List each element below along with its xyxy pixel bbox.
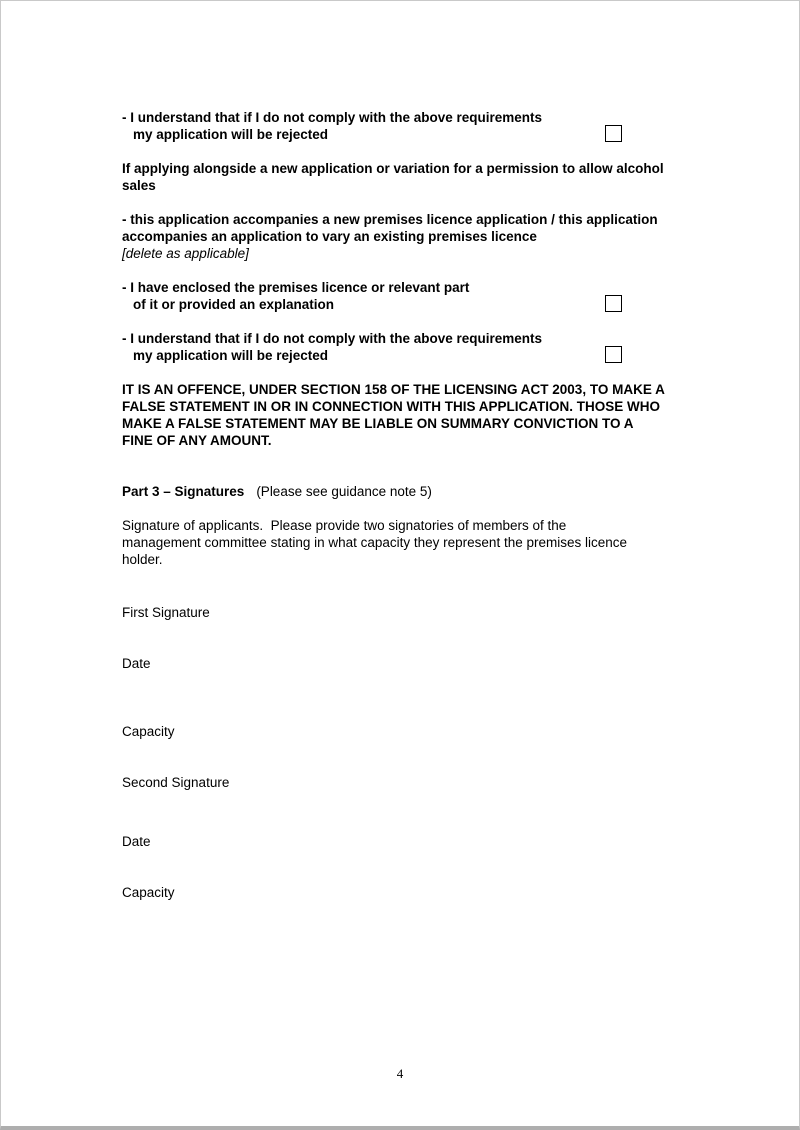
enclosed-checkbox[interactable] bbox=[605, 295, 622, 312]
date-label-2: Date bbox=[122, 834, 151, 849]
capacity-label-1: Capacity bbox=[122, 724, 175, 739]
part3-guidance-note: (Please see guidance note 5) bbox=[256, 484, 432, 499]
accompanies-text: - this application accompanies a new premises licence application / this application accompanies an application to vary an existing premises licence bbox=[122, 212, 658, 244]
declaration-comply-row-2 bbox=[122, 330, 682, 364]
declaration-comply-text-2 bbox=[122, 330, 542, 364]
declaration-line: my application will be rejected bbox=[133, 348, 329, 363]
date-label-1: Date bbox=[122, 656, 151, 671]
delete-as-applicable-note: [delete as applicable] bbox=[122, 246, 249, 261]
declaration-comply-text-1 bbox=[122, 109, 542, 143]
declaration-enclosed-row bbox=[122, 279, 682, 313]
declaration-line: - I understand that if I do not comply with the above requirements bbox=[122, 110, 543, 125]
declaration-line: - I understand that if I do not comply with the above requirements bbox=[122, 331, 543, 346]
second-signature-label: Second Signature bbox=[122, 775, 230, 790]
part3-title: Part 3 – Signatures bbox=[122, 484, 245, 499]
capacity-label-2: Capacity bbox=[122, 885, 175, 900]
declaration-enclosed-text bbox=[122, 279, 469, 313]
part3-heading bbox=[122, 483, 682, 500]
page-number: 4 bbox=[396, 1066, 404, 1081]
declaration-line: of it or provided an explanation bbox=[133, 297, 335, 312]
comply-checkbox-2[interactable] bbox=[605, 346, 622, 363]
accompanies-statement bbox=[122, 211, 667, 262]
first-signature-label: First Signature bbox=[122, 605, 210, 620]
declaration-line: - I have enclosed the premises licence or relevant part bbox=[122, 280, 470, 295]
comply-checkbox-1[interactable] bbox=[605, 125, 622, 142]
declaration-comply-row-1 bbox=[122, 109, 682, 143]
alcohol-application-heading: If applying alongside a new application or variation for a permission to allow alcohol sales bbox=[122, 161, 664, 193]
page-content bbox=[122, 109, 682, 901]
declaration-line: my application will be rejected bbox=[133, 127, 329, 142]
signature-intro: Signature of applicants. Please provide two signatories of members of the management committee stating in what capacity they represent the premises licence holder. bbox=[122, 518, 631, 567]
offence-notice: IT IS AN OFFENCE, UNDER SECTION 158 OF THE LICENSING ACT 2003, TO MAKE A FALSE STATEMENT IN OR IN CONNECTION WITH THIS APPLICATION. THOSE WHO MAKE A FALSE STATEMENT MAY BE LIABLE ON SUMMARY CONVICTION TO A FINE OF ANY AMOUNT. bbox=[122, 382, 665, 448]
